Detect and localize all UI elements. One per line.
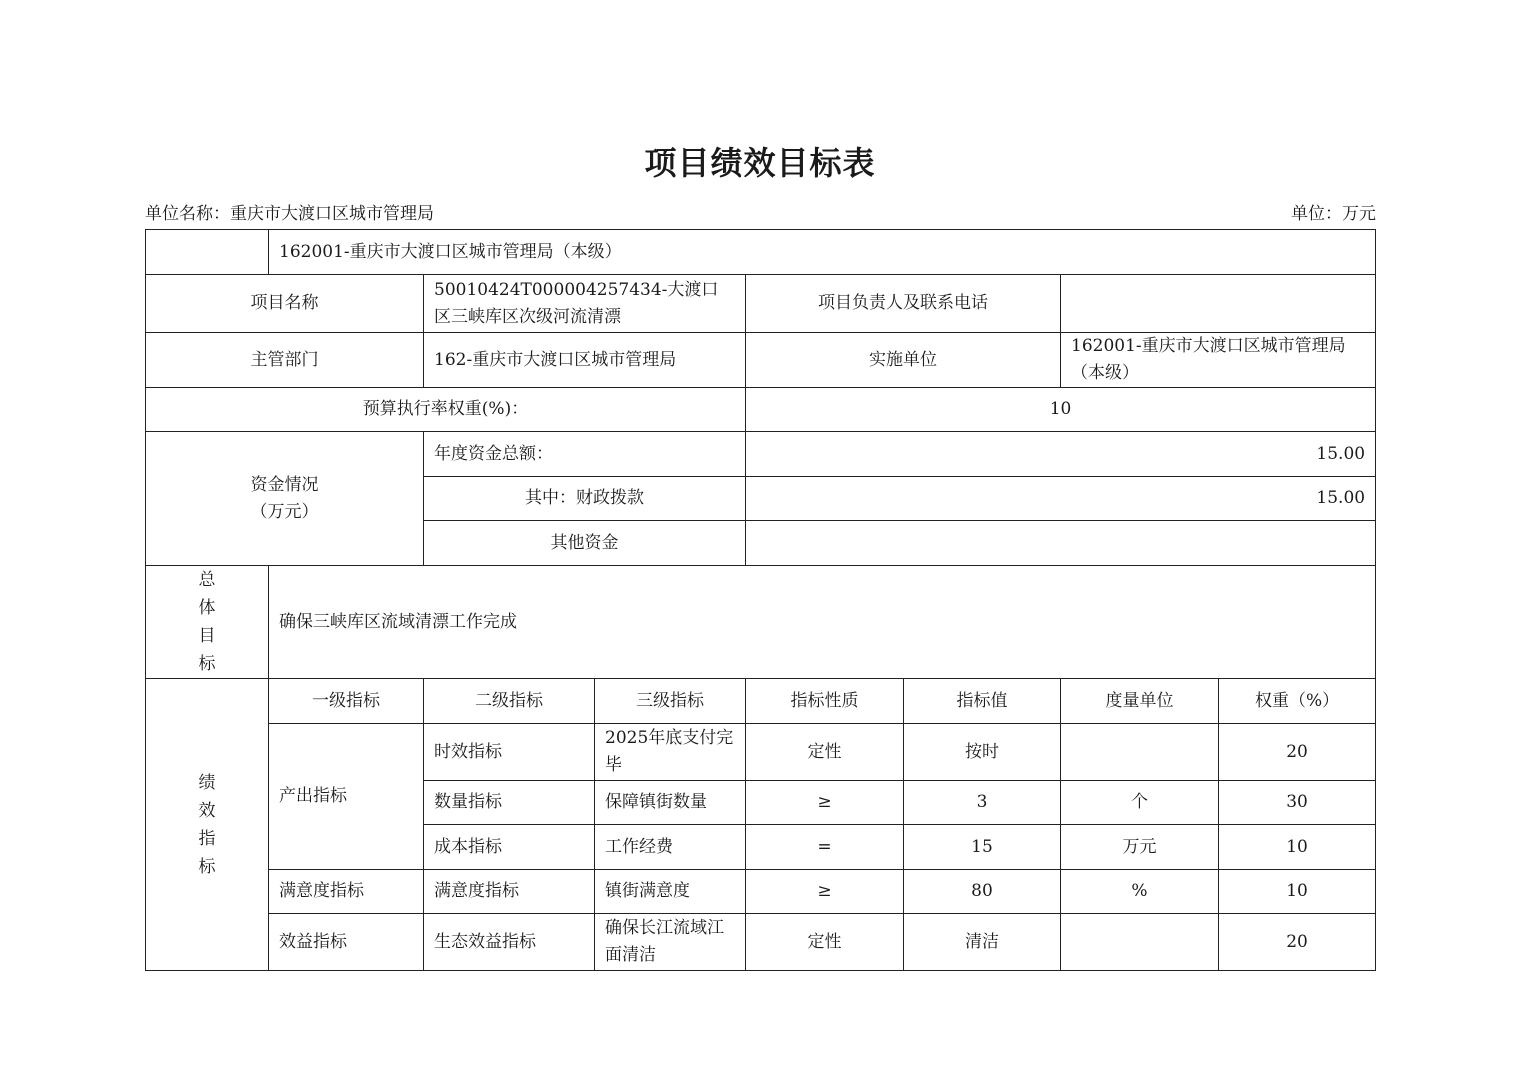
performance-indicators-label bbox=[146, 679, 269, 971]
column-header: 度量单位 bbox=[1061, 679, 1219, 724]
table-row bbox=[146, 275, 1376, 333]
unit-name: 单位名称：重庆市大渡口区城市管理局 bbox=[145, 204, 434, 224]
perf-char: 效 bbox=[198, 800, 216, 821]
column-header: 三级指标 bbox=[595, 679, 746, 724]
budget-weight-value: 10 bbox=[746, 388, 1376, 432]
perf-char: 绩 bbox=[198, 772, 216, 793]
value-cell: 15 bbox=[904, 825, 1061, 870]
perf-char: 标 bbox=[198, 856, 216, 877]
level2-cell: 满意度指标 bbox=[424, 870, 595, 914]
perf-char: 指 bbox=[198, 828, 216, 849]
level1-cell: 效益指标 bbox=[269, 914, 424, 971]
dept-value: 162-重庆市大渡口区城市管理局 bbox=[424, 333, 746, 388]
annual-total-value: 15.00 bbox=[746, 432, 1376, 477]
overall-goal-char: 总 bbox=[198, 570, 216, 590]
column-header: 二级指标 bbox=[424, 679, 595, 724]
table-row bbox=[146, 432, 1376, 477]
table-row bbox=[146, 566, 1376, 679]
table-row bbox=[146, 914, 1376, 971]
column-header: 指标值 bbox=[904, 679, 1061, 724]
nature-cell: 定性 bbox=[746, 724, 904, 781]
weight-cell: 10 bbox=[1219, 870, 1376, 914]
column-header: 指标性质 bbox=[746, 679, 904, 724]
funds-label-line1: 资金情况 bbox=[250, 474, 319, 495]
value-cell: 80 bbox=[904, 870, 1061, 914]
value-cell: 3 bbox=[904, 781, 1061, 825]
level2-cell: 数量指标 bbox=[424, 781, 595, 825]
budget-weight-label: 预算执行率权重(%)： bbox=[146, 388, 746, 432]
impl-value: 162001-重庆市大渡口区城市管理局（本级） bbox=[1061, 333, 1376, 388]
weight-cell: 30 bbox=[1219, 781, 1376, 825]
project-name-value: 50010424T000004257434-大渡口区三峡库区次级河流清漂 bbox=[424, 275, 746, 333]
unit-cell: % bbox=[1061, 870, 1219, 914]
weight-cell: 20 bbox=[1219, 914, 1376, 971]
unit-cell: 个 bbox=[1061, 781, 1219, 825]
other-funds-label: 其他资金 bbox=[424, 521, 746, 566]
other-funds-value bbox=[746, 521, 1376, 566]
nature-cell: ≥ bbox=[746, 870, 904, 914]
overall-goal-char: 目 bbox=[198, 626, 216, 646]
empty-cell bbox=[146, 230, 269, 275]
value-cell: 清洁 bbox=[904, 914, 1061, 971]
table-row bbox=[146, 870, 1376, 914]
performance-goal-table bbox=[145, 229, 1376, 971]
level3-cell: 镇街满意度 bbox=[595, 870, 746, 914]
impl-label: 实施单位 bbox=[746, 333, 1061, 388]
nature-cell: ≥ bbox=[746, 781, 904, 825]
value-cell: 按时 bbox=[904, 724, 1061, 781]
overall-goal-char: 体 bbox=[198, 598, 216, 618]
table-row bbox=[146, 333, 1376, 388]
overall-goal-label bbox=[146, 566, 269, 679]
unit-cell bbox=[1061, 724, 1219, 781]
unit-cell: 万元 bbox=[1061, 825, 1219, 870]
annual-total-label: 年度资金总额： bbox=[424, 432, 746, 477]
contact-label: 项目负责人及联系电话 bbox=[746, 275, 1061, 333]
level2-cell: 成本指标 bbox=[424, 825, 595, 870]
level1-cell: 满意度指标 bbox=[269, 870, 424, 914]
level3-cell: 保障镇街数量 bbox=[595, 781, 746, 825]
fiscal-value: 15.00 bbox=[746, 477, 1376, 521]
nature-cell: 定性 bbox=[746, 914, 904, 971]
org-code-cell: 162001-重庆市大渡口区城市管理局（本级） bbox=[269, 230, 1376, 275]
level3-cell: 2025年底支付完毕 bbox=[595, 724, 746, 781]
table-row bbox=[146, 230, 1376, 275]
column-header: 一级指标 bbox=[269, 679, 424, 724]
contact-value bbox=[1061, 275, 1376, 333]
weight-cell: 10 bbox=[1219, 825, 1376, 870]
funds-label-line2: （万元） bbox=[250, 501, 319, 522]
table-row bbox=[146, 724, 1376, 781]
page-title: 项目绩效目标表 bbox=[644, 144, 876, 182]
weight-cell: 20 bbox=[1219, 724, 1376, 781]
level3-cell: 确保长江流域江面清洁 bbox=[595, 914, 746, 971]
level3-cell: 工作经费 bbox=[595, 825, 746, 870]
column-header: 权重（%） bbox=[1219, 679, 1376, 724]
unit-cell bbox=[1061, 914, 1219, 971]
level2-cell: 生态效益指标 bbox=[424, 914, 595, 971]
dept-label: 主管部门 bbox=[146, 333, 424, 388]
level2-cell: 时效指标 bbox=[424, 724, 595, 781]
overall-goal-value: 确保三峡库区流域清漂工作完成 bbox=[269, 566, 1376, 679]
fiscal-label: 其中：财政拨款 bbox=[424, 477, 746, 521]
project-name-label: 项目名称 bbox=[146, 275, 424, 333]
table-row bbox=[146, 388, 1376, 432]
overall-goal-char: 标 bbox=[198, 654, 216, 674]
currency-unit: 单位：万元 bbox=[1291, 204, 1376, 224]
nature-cell: = bbox=[746, 825, 904, 870]
table-row bbox=[146, 679, 1376, 724]
level1-cell: 产出指标 bbox=[269, 724, 424, 870]
funds-label bbox=[146, 432, 424, 566]
